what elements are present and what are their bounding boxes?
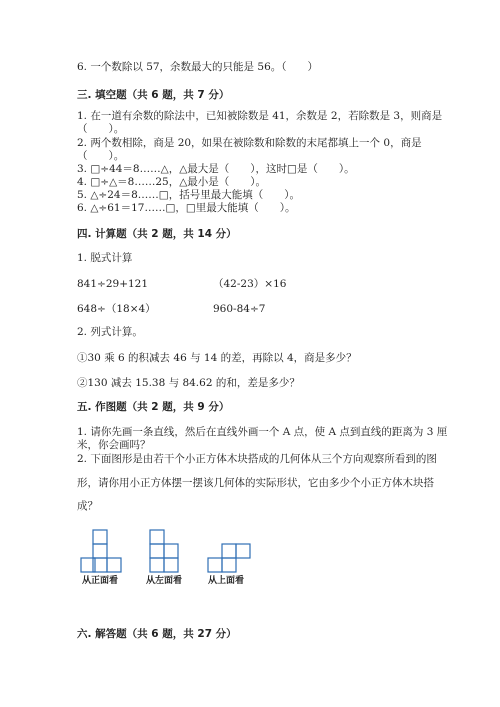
draw-line-3: 2. 下面图形是由若干个小正方体木块搭成的几何体从三个方向观察所看到的图 bbox=[77, 453, 437, 465]
section4-heading: 四. 计算题（共 2 题，共 14 分） bbox=[77, 228, 237, 240]
fill-line-2: （ ）。 bbox=[77, 123, 125, 135]
draw-line-2: 米，你会画吗？ bbox=[77, 439, 151, 451]
column-calc-q1: ①30 乘 6 的积减去 46 与 14 的差，再除以 4，商是多少？ bbox=[77, 352, 357, 364]
left-view-figure bbox=[144, 528, 204, 586]
draw-line-4: 形，请你用小正方体摆一摆该几何体的实际形状，它由多少个小正方体木块搭 bbox=[77, 477, 434, 489]
fill-line-8: 6. △÷61＝17……□，□里最大能填（ ）。 bbox=[77, 202, 296, 214]
calc-expr-2: （42-23）×16 bbox=[213, 278, 287, 290]
column-calc-q2: ②130 减去 15.38 与 84.62 的和，差是多少？ bbox=[77, 377, 300, 389]
fill-line-5: 3. □÷44＝8……△，△最大是（ ），这时□是（ ）。 bbox=[77, 163, 355, 175]
top-view-figure bbox=[206, 528, 266, 586]
fill-line-1: 1. 在一道有余数的除法中，已知被除数是 41，余数是 2，若除数是 3，则商是 bbox=[77, 110, 443, 122]
fill-line-3: 2. 两个数相除，商是 20，如果在被除数和除数的末尾都填上一个 0，商是 bbox=[77, 137, 422, 149]
left-view-label: 从左面看 bbox=[146, 576, 183, 586]
calc-expr-3: 648÷（18×4） bbox=[77, 303, 156, 315]
fill-line-6: 4. □÷△＝8……25，△最小是（ ）。 bbox=[77, 176, 267, 188]
calc-expr-4: 960-84÷7 bbox=[213, 303, 266, 315]
top-view-label: 从上面看 bbox=[208, 576, 245, 586]
calc-expr-1: 841÷29+121 bbox=[77, 278, 149, 290]
section3-heading: 三. 填空题（共 6 题，共 7 分） bbox=[77, 89, 230, 101]
section5-heading: 五. 作图题（共 2 题，共 9 分） bbox=[77, 401, 230, 413]
front-view-figure bbox=[80, 528, 140, 586]
draw-line-5: 成？ bbox=[77, 500, 98, 512]
front-view-label: 从正面看 bbox=[82, 576, 119, 586]
draw-line-1: 1. 请你先画一条直线，然后在直线外画一个 A 点，使 A 点到直线的距离为 3 厘 bbox=[77, 426, 448, 438]
prev-item: 6. 一个数除以 57，余数最大的只能是 56。（ ） bbox=[77, 61, 319, 73]
fill-line-4: （ ）。 bbox=[77, 150, 125, 162]
fill-line-7: 5. △÷24＝8……□，括号里最大能填（ ）。 bbox=[77, 189, 300, 201]
column-calc-subtitle: 2. 列式计算。 bbox=[77, 326, 143, 338]
section6-heading: 六. 解答题（共 6 题，共 27 分） bbox=[77, 628, 237, 640]
calc-subtitle: 1. 脱式计算 bbox=[77, 252, 133, 264]
